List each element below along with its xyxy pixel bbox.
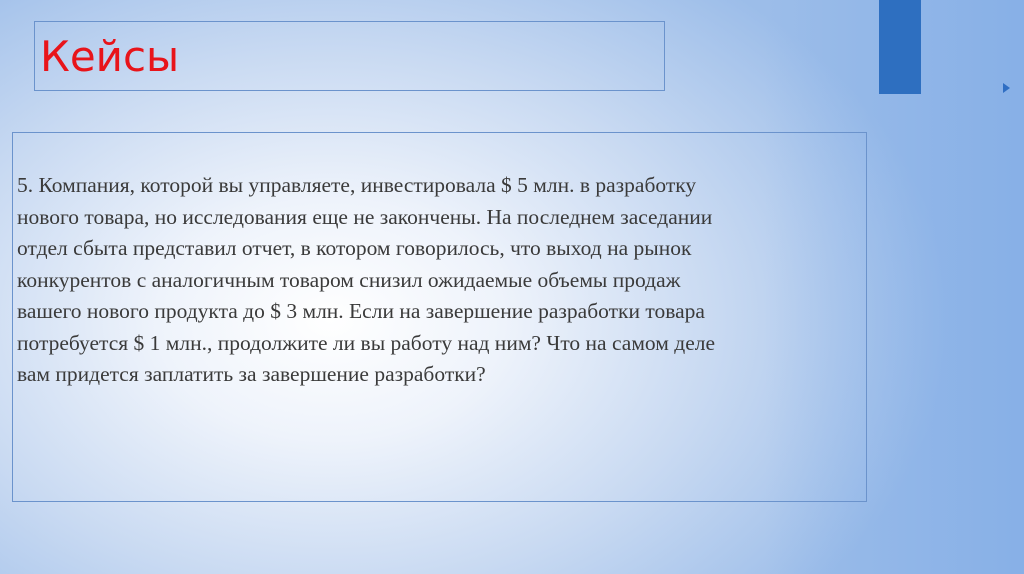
paragraph-line-2: нового товара, но исследования еще не закончены. На последнем заседании bbox=[17, 204, 713, 229]
paragraph-line-3: отдел сбыта представил отчет, в котором говорилось, что выход на рынок bbox=[17, 236, 692, 260]
paragraph-line-6: потребуется $ 1 млн., продолжите ли вы работу над ним? Что на самом деле bbox=[17, 330, 716, 355]
accent-bar bbox=[879, 0, 921, 94]
slide-title: Кейсы bbox=[40, 32, 180, 81]
paragraph-line-4: конкурентов с аналогичным товаром снизил ожидаемые объемы продаж bbox=[17, 267, 681, 292]
triangle-arrow-icon bbox=[1003, 83, 1010, 93]
paragraph-line-7: вам придется заплатить за завершение разработки? bbox=[17, 362, 486, 386]
paragraph-line-1: 5. Компания, которой вы управляете, инвестировала $ 5 млн. в разработку bbox=[17, 173, 697, 197]
paragraph-line-5: вашего нового продукта до $ 3 млн. Если на завершение разработки товара bbox=[17, 299, 705, 323]
case-paragraph bbox=[17, 170, 862, 391]
